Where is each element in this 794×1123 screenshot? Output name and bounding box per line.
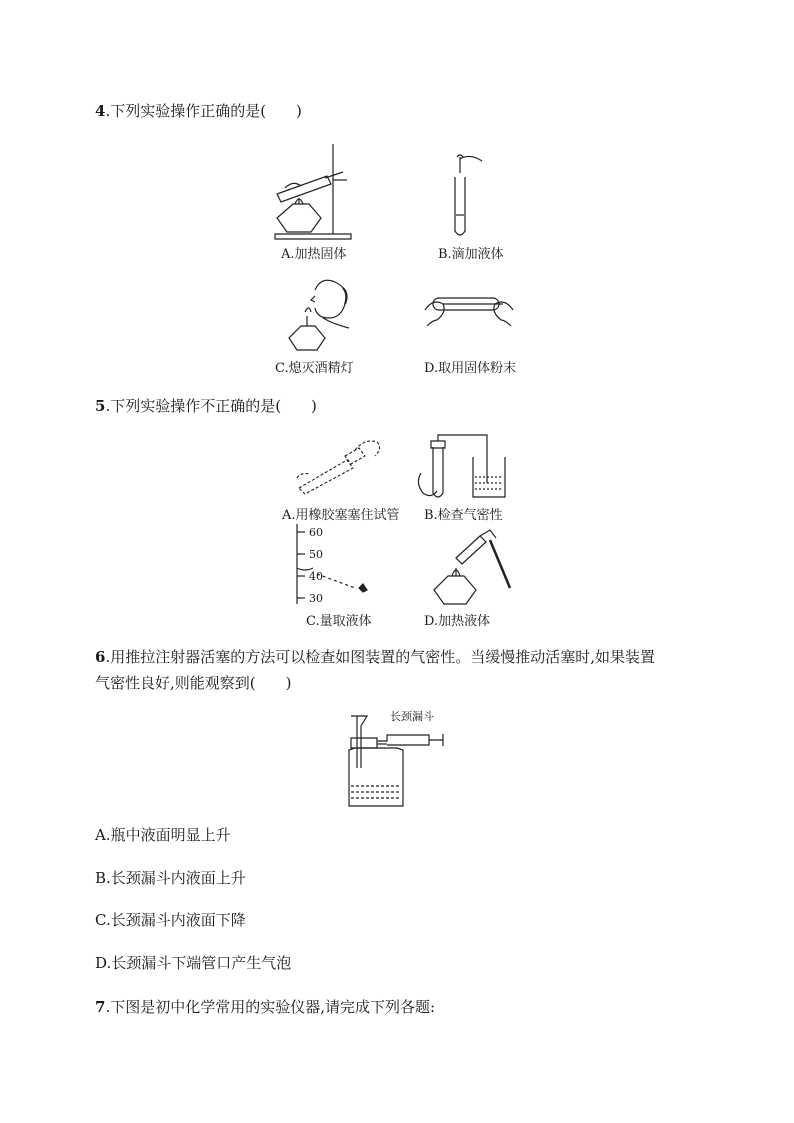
question-text: .下列实验操作不正确的是( ) xyxy=(105,397,317,415)
caption-5c: C.量取液体 xyxy=(306,614,372,629)
figure-heating-solid xyxy=(265,142,355,242)
question-number: 5 xyxy=(95,397,106,415)
figure-dropping-liquid xyxy=(445,155,490,240)
question-4-stem xyxy=(95,98,705,124)
option-6b: B.长颈漏斗内液面上升 xyxy=(95,869,246,887)
option-6a: A.瓶中液面明显上升 xyxy=(95,826,231,844)
caption-5b: B.检查气密性 xyxy=(424,508,503,523)
caption-4d: D.取用固体粉末 xyxy=(424,361,517,376)
question-number: 7 xyxy=(95,998,106,1016)
cylinder-tick-40: 40 xyxy=(309,570,323,583)
question-7-stem xyxy=(95,994,705,1020)
figure-extinguish-lamp xyxy=(283,278,353,358)
question-5-stem xyxy=(95,393,705,419)
question-text: .下列实验操作正确的是( ) xyxy=(105,102,302,120)
question-6-stem xyxy=(95,644,705,696)
caption-4b: B.滴加液体 xyxy=(438,247,504,262)
figure-heating-liquid xyxy=(430,528,518,608)
caption-4c: C.熄灭酒精灯 xyxy=(275,361,354,376)
figure-measuring-cylinder xyxy=(295,524,375,606)
cylinder-tick-60: 60 xyxy=(309,526,323,539)
question-text: .下图是初中化学常用的实验仪器,请完成下列各题: xyxy=(105,998,436,1016)
caption-5d: D.加热液体 xyxy=(424,614,491,629)
question-text-line-1: .用推拉注射器活塞的方法可以检查如图装置的气密性。当缓慢推动活塞时,如果装置 xyxy=(105,648,655,666)
option-6c: C.长颈漏斗内液面下降 xyxy=(95,911,246,929)
question-number: 4 xyxy=(95,102,106,120)
caption-5a: A.用橡胶塞塞住试管 xyxy=(282,508,400,523)
caption-4a: A.加热固体 xyxy=(281,247,347,262)
option-6d: D.长颈漏斗下端管口产生气泡 xyxy=(95,954,292,972)
question-number: 6 xyxy=(95,648,106,666)
figure-airtightness xyxy=(413,433,508,501)
cylinder-tick-50: 50 xyxy=(309,548,323,561)
label-long-neck-funnel: 长颈漏斗 xyxy=(390,710,434,723)
figure-rubber-stopper xyxy=(293,438,383,494)
figure-take-powder xyxy=(423,290,515,330)
cylinder-tick-30: 30 xyxy=(309,592,323,605)
question-text-line-2: 气密性良好,则能观察到( ) xyxy=(95,674,292,692)
